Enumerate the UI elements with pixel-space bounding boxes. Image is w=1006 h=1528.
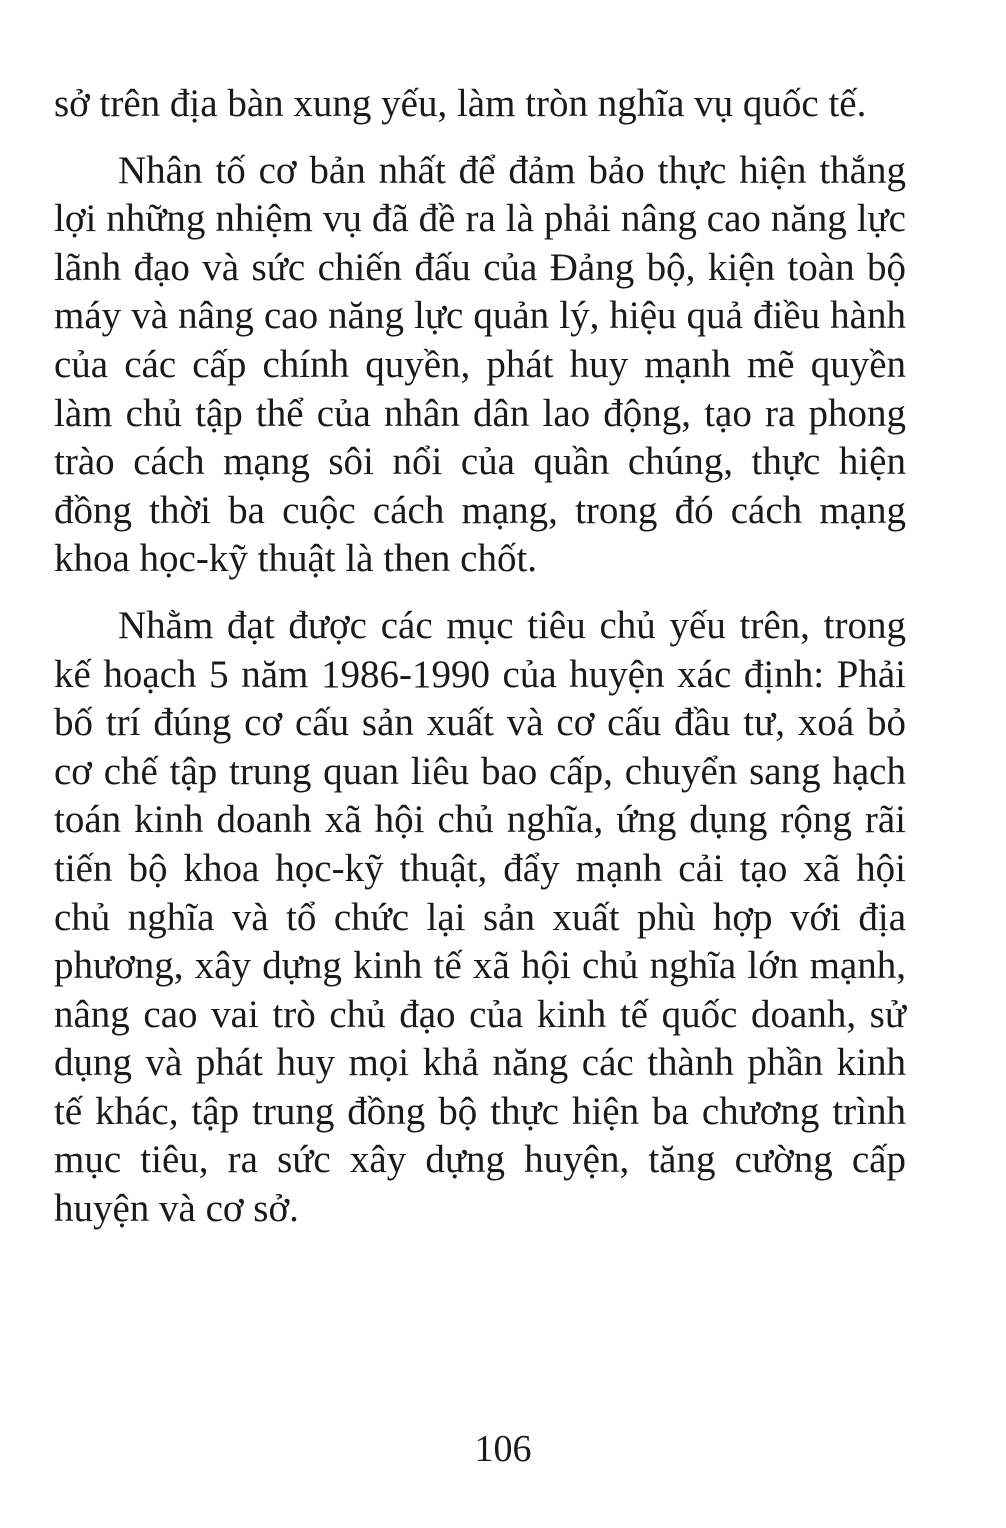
page-body <box>54 80 906 1234</box>
paragraph-key-factor: Nhân tố cơ bản nhất để đảm bảo thực hiện thắng lợi những nhiệm vụ đã đề ra là phải nâng cao năng lực lãnh đạo và sức chiến đấu của Đảng bộ, kiện toàn bộ máy và nâng cao năng lực quản lý, hiệu quả điều hành của các cấp chính quyền, phát huy mạnh mẽ quyền làm chủ tập thể của nhân dân lao động, tạo ra phong trào cách mạng sôi nổi của quần chúng, thực hiện đồng thời ba cuộc cách mạng, trong đó cách mạng khoa học-kỹ thuật là then chốt. <box>54 148 906 581</box>
paragraph-plan-1986-1990: Nhằm đạt được các mục tiêu chủ yếu trên, trong kế hoạch 5 năm 1986-1990 của huyện xác định: Phải bố trí đúng cơ cấu sản xuất và cơ cấu đầu tư, xoá bỏ cơ chế tập trung quan liêu bao cấp, chuyển sang hạch toán kinh doanh xã hội chủ nghĩa, ứng dụng rộng rãi tiến bộ khoa học-kỹ thuật, đẩy mạnh cải tạo xã hội chủ nghĩa và tổ chức lại sản xuất phù hợp với địa phương, xây dựng kinh tế xã hội chủ nghĩa lớn mạnh, nâng cao vai trò chủ đạo của kinh tế quốc doanh, sử dụng và phát huy mọi khả năng các thành phần kinh tế khác, tập trung đồng bộ thực hiện ba chương trình mục tiêu, ra sức xây dựng huyện, tăng cường cấp huyện và cơ sở. <box>54 603 906 1231</box>
paragraph-continuation: sở trên địa bàn xung yếu, làm tròn nghĩa vụ quốc tế. <box>54 82 867 125</box>
page-number: 106 <box>474 1428 532 1470</box>
